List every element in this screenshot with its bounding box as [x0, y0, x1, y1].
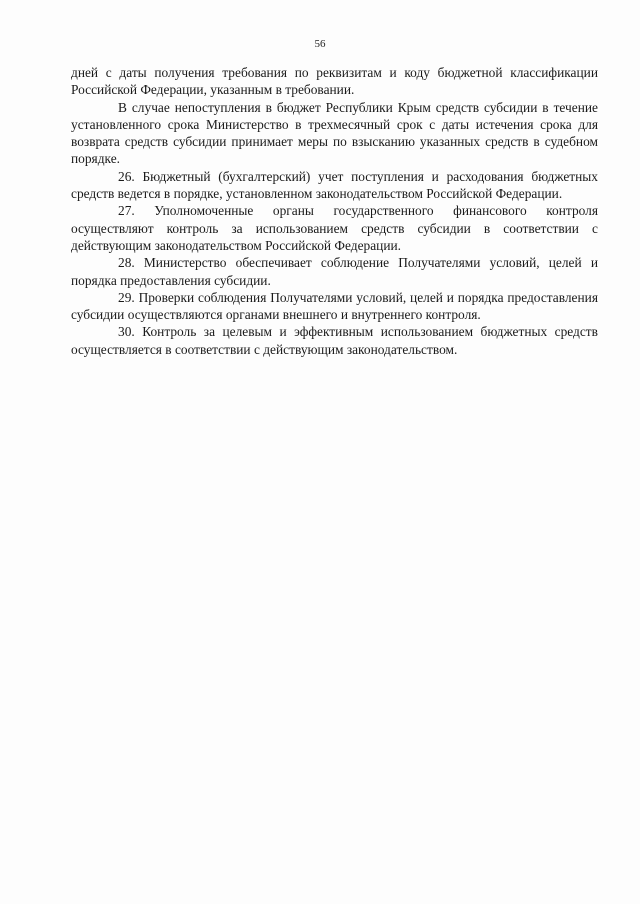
paragraph-non-receipt: В случае непоступления в бюджет Республики Крым средств субсидии в течение установленного срока Министерство в трехмесячный срок с даты истечения срока для возврата средств субсидии принимает меры по взысканию указанных средств в судебном порядке. [71, 99, 598, 167]
document-body [71, 64, 598, 358]
paragraph-item-27: 27. Уполномоченные органы государственного финансового контроля осуществляют контроль за использованием средств субсидии в соответствии с действующим законодательством Российской Федерации. [71, 203, 598, 253]
paragraph-item-29: 29. Проверки соблюдения Получателями условий, целей и порядка предоставления субсидии осуществляются органами внешнего и внутреннего контроля. [71, 289, 598, 323]
paragraph-item-30: 30. Контроль за целевым и эффективным использованием бюджетных средств осуществляется в соответствии с действующим законодательством. [71, 324, 598, 357]
page-number: 56 [314, 38, 326, 50]
paragraph-continuation: дней с даты получения требования по реквизитам и коду бюджетной классификации Российской Федерации, указанным в требовании. [71, 65, 598, 98]
paragraph-item-26: 26. Бюджетный (бухгалтерский) учет поступления и расходования бюджетных средств ведется в порядке, установленном законодательством Российской Федерации. [71, 168, 598, 202]
paragraph-item-28: 28. Министерство обеспечивает соблюдение Получателями условий, целей и порядка предоставления субсидии. [71, 255, 598, 288]
